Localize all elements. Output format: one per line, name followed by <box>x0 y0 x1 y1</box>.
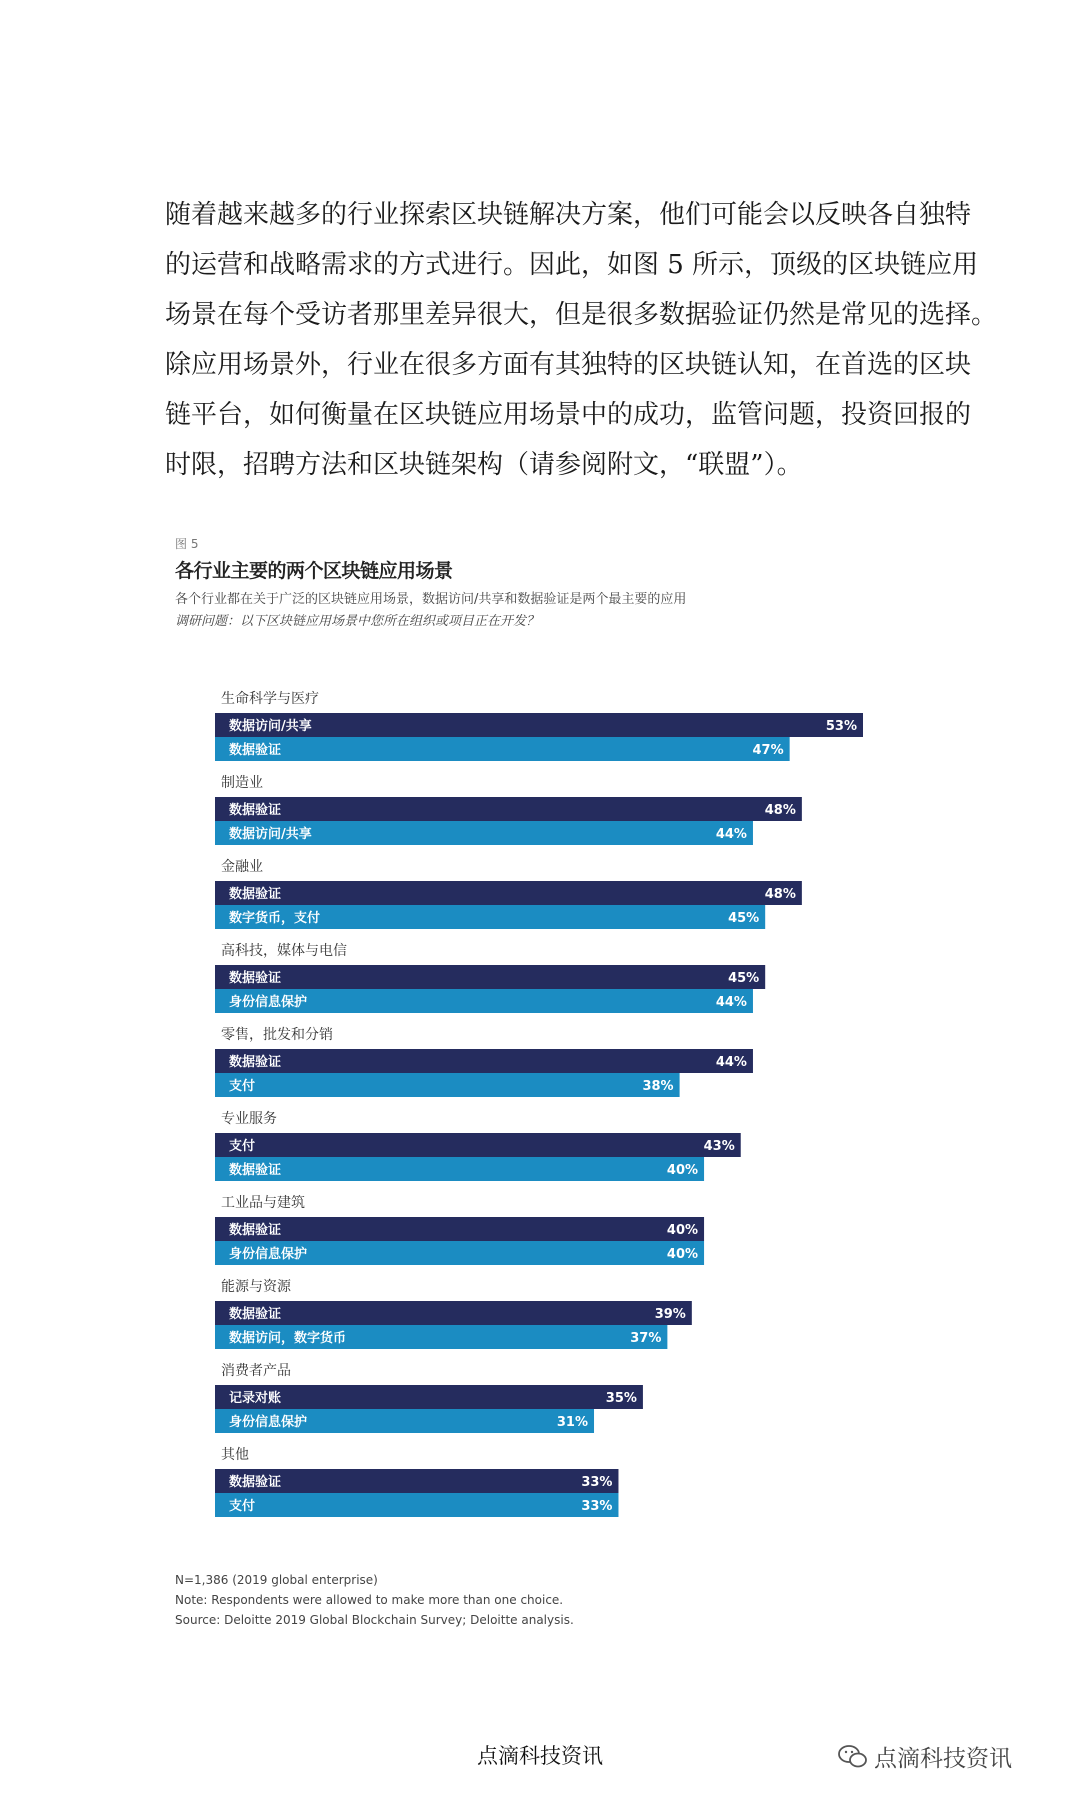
bar-category-label: 身份信息保护 <box>229 1415 308 1430</box>
bar-category-label: 支付 <box>229 1139 256 1154</box>
industry-label: 高科技，媒体与电信 <box>221 943 347 959</box>
bar-category-label: 数据访问，数字货币 <box>229 1331 347 1346</box>
industry-label: 金融业 <box>221 859 263 875</box>
industry-label: 能源与资源 <box>221 1279 291 1295</box>
wechat-icon <box>838 1744 868 1770</box>
wechat-account-name: 点滴科技资讯 <box>874 1746 1012 1772</box>
bar-value-label: 31% <box>556 1415 589 1430</box>
bar-value-label: 35% <box>605 1391 637 1406</box>
industry-label: 生命科学与医疗 <box>221 691 319 707</box>
bar <box>215 1157 704 1181</box>
industry-label: 消费者产品 <box>221 1363 291 1379</box>
figure-subtitle: 各个行业都在关于广泛的区块链应用场景，数据访问/共享和数据验证是两个最主要的应用 <box>175 592 687 607</box>
paragraph-line: 场景在每个受访者那里差异很大，但是很多数据验证仍然是常见的选择。 <box>165 300 998 330</box>
bar-category-label: 记录对账 <box>229 1391 282 1406</box>
bar-value-label: 44% <box>715 995 747 1010</box>
bar-category-label: 支付 <box>229 1079 256 1094</box>
bar-category-label: 数据验证 <box>229 1055 282 1070</box>
bar-category-label: 数据验证 <box>229 1163 282 1178</box>
bar <box>215 965 765 989</box>
bar-value-label: 47% <box>752 743 784 758</box>
industry-label: 其他 <box>221 1447 249 1463</box>
bar-value-label: 43% <box>703 1139 735 1154</box>
bar <box>215 1133 741 1157</box>
bar <box>215 1049 753 1073</box>
industry-label: 零售，批发和分销 <box>221 1027 333 1043</box>
chart-notes <box>175 1570 574 1630</box>
wechat-watermark <box>838 1740 1012 1773</box>
bar-category-label: 数字货币，支付 <box>229 911 321 926</box>
bar-category-label: 数据验证 <box>229 1223 282 1238</box>
bar-value-label: 40% <box>666 1223 699 1238</box>
source-note: Source: Deloitte 2019 Global Blockchain Survey; Deloitte analysis. <box>175 1613 574 1627</box>
bar-value-label: 45% <box>728 971 760 986</box>
paragraph-line: 链平台，如何衡量在区块链应用场景中的成功，监管问题，投资回报的 <box>165 400 972 430</box>
bar <box>215 1301 692 1325</box>
bar-value-label: 40% <box>666 1247 699 1262</box>
bar-category-label: 数据验证 <box>229 971 282 986</box>
paragraph-line: 的运营和战略需求的方式进行。因此，如图 5 所示，顶级的区块链应用 <box>165 250 979 280</box>
bar-category-label: 身份信息保护 <box>229 1247 308 1262</box>
bar-category-label: 数据验证 <box>229 803 282 818</box>
bar <box>215 881 802 905</box>
bar <box>215 1493 618 1517</box>
bar-value-label: 48% <box>764 803 796 818</box>
bar-category-label: 数据验证 <box>229 743 282 758</box>
footer-text: 点滴科技资讯 <box>477 1744 603 1768</box>
bar-value-label: 33% <box>581 1475 613 1490</box>
respondent-note: Note: Respondents were allowed to make more than one choice. <box>175 1593 564 1607</box>
bar-value-label: 48% <box>764 887 796 902</box>
bar <box>215 797 802 821</box>
bar <box>215 737 790 761</box>
bar-value-label: 33% <box>581 1499 613 1514</box>
bar-value-label: 44% <box>715 1055 747 1070</box>
bar-value-label: 38% <box>642 1079 674 1094</box>
bar <box>215 1073 680 1097</box>
bar-value-label: 39% <box>654 1307 686 1322</box>
bar-value-label: 45% <box>728 911 760 926</box>
survey-question: 调研问题：以下区块链应用场景中您所在组织或项目正在开发？ <box>175 614 540 629</box>
industry-label: 制造业 <box>221 775 263 791</box>
paragraph-line: 时限，招聘方法和区块链架构（请参阅附文，“联盟”）。 <box>165 450 803 480</box>
bar-category-label: 数据访问/共享 <box>229 719 312 734</box>
bar-value-label: 44% <box>715 827 747 842</box>
sample-size-note: N=1,386 (2019 global enterprise) <box>175 1573 378 1587</box>
bar-category-label: 数据验证 <box>229 1307 282 1322</box>
paragraph-line: 除应用场景外，行业在很多方面有其独特的区块链认知，在首选的区块 <box>165 350 972 380</box>
bar-category-label: 数据访问/共享 <box>229 827 312 842</box>
paragraph-line: 随着越来越多的行业探索区块链解决方案，他们可能会以反映各自独特 <box>165 200 972 230</box>
bar-category-label: 数据验证 <box>229 1475 282 1490</box>
bar-value-label: 53% <box>825 719 857 734</box>
bar-value-label: 40% <box>666 1163 699 1178</box>
figure-label: 图 5 <box>175 537 199 551</box>
bar-category-label: 身份信息保护 <box>229 995 308 1010</box>
figure-title: 各行业主要的两个区块链应用场景 <box>175 560 453 582</box>
bar <box>215 1217 704 1241</box>
bar-value-label: 37% <box>630 1331 662 1346</box>
industry-label: 专业服务 <box>221 1111 277 1127</box>
bar <box>215 713 863 737</box>
bar-category-label: 支付 <box>229 1499 256 1514</box>
bar-category-label: 数据验证 <box>229 887 282 902</box>
industry-label: 工业品与建筑 <box>221 1195 305 1211</box>
